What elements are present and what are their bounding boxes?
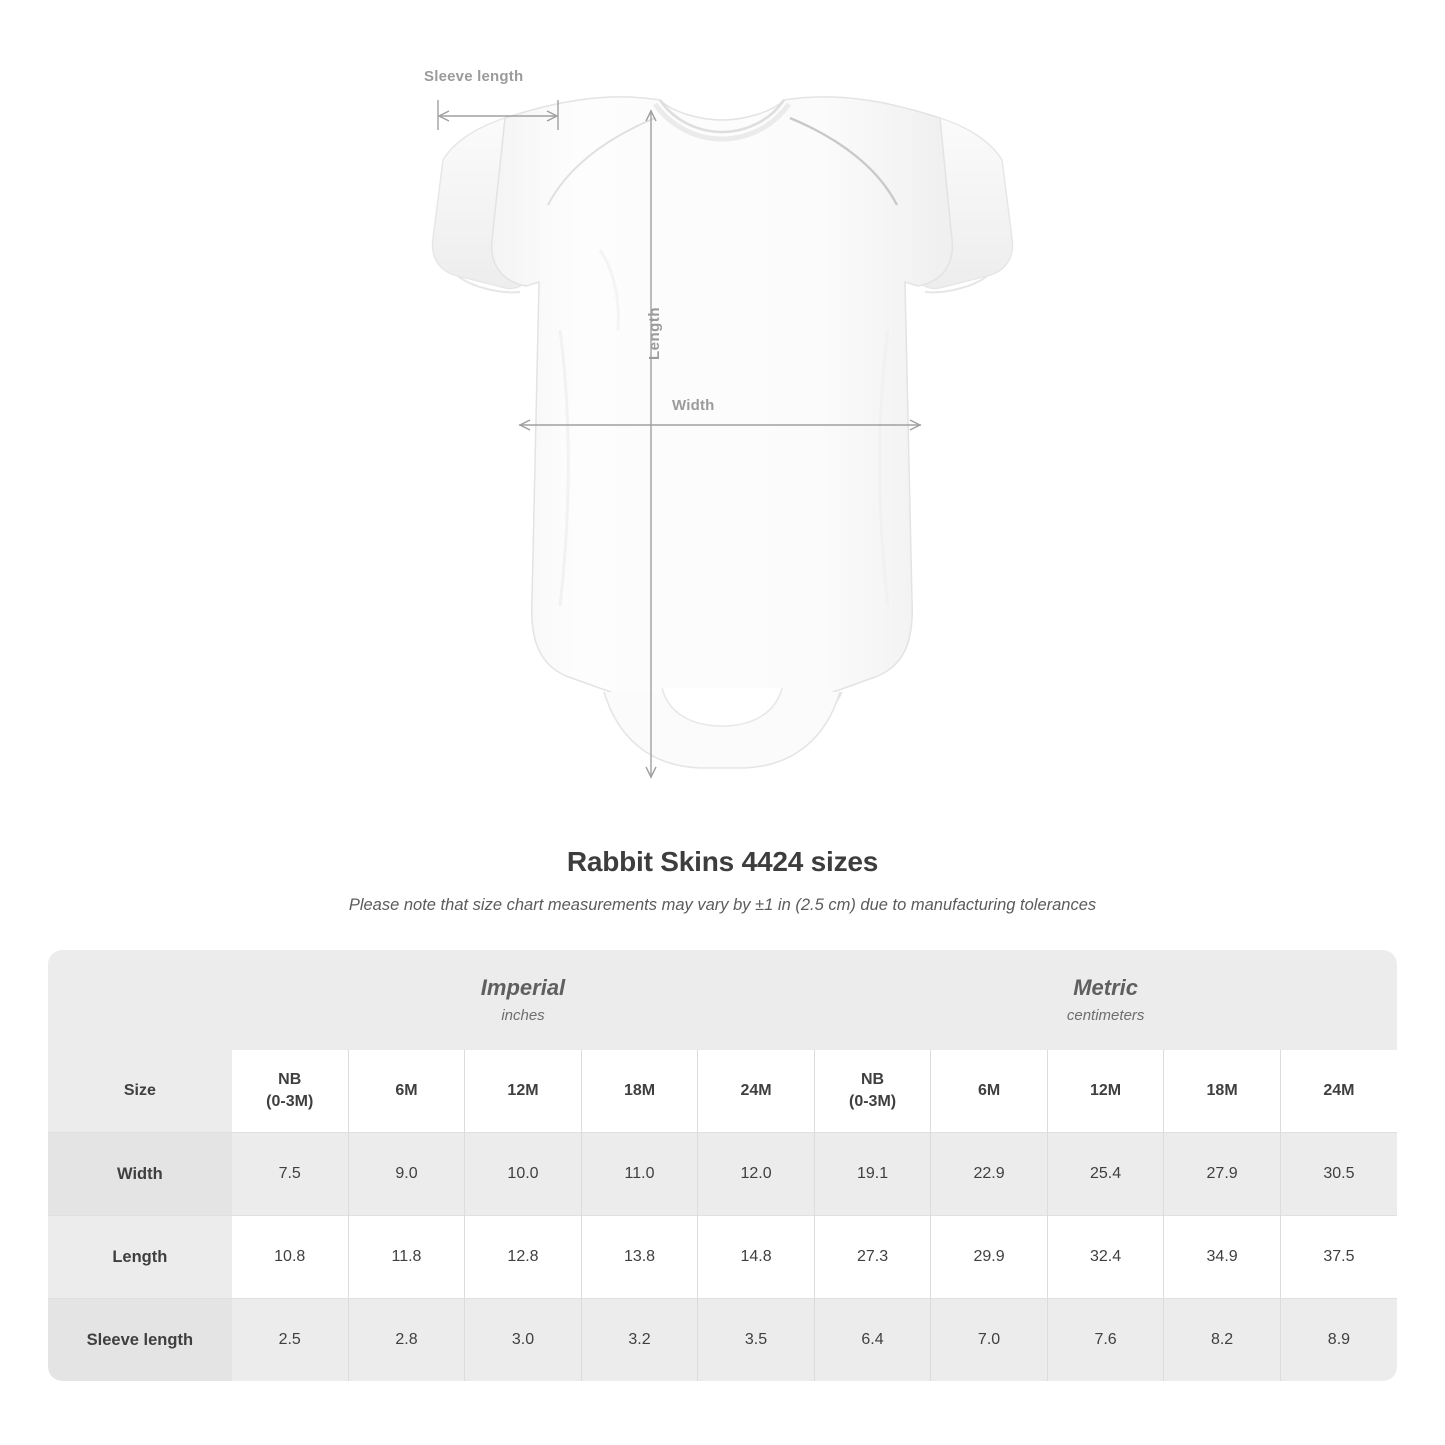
table-row [48, 1216, 1397, 1299]
cell-sleeve-24m-in: 3.5 [698, 1299, 815, 1382]
width-label: Width [672, 397, 715, 414]
unit-sub-imperial: inches [501, 1007, 545, 1025]
cell-length-nb-in: 10.8 [232, 1216, 349, 1299]
row-label-length: Length [48, 1216, 232, 1299]
unit-sub-metric: centimeters [1066, 1007, 1145, 1025]
cell-sleeve-nb-in: 2.5 [232, 1299, 349, 1382]
cell-sleeve-12m-in: 3.0 [465, 1299, 582, 1382]
cell-width-12m-in: 10.0 [465, 1133, 582, 1216]
size-header-nb-metric: NB (0-3M) [814, 1050, 931, 1133]
row-label-sleeve-length: Sleeve length [48, 1299, 232, 1382]
page-title: Rabbit Skins 4424 sizes [566, 846, 879, 877]
row-label-width: Width [48, 1133, 232, 1216]
length-label: Length [646, 307, 663, 360]
cell-width-12m-cm: 25.4 [1047, 1133, 1164, 1216]
cell-width-24m-cm: 30.5 [1280, 1133, 1397, 1216]
cell-sleeve-18m-in: 3.2 [581, 1299, 698, 1382]
cell-width-nb-cm: 19.1 [814, 1133, 931, 1216]
size-header-18m-imperial: 18M [581, 1050, 698, 1133]
unit-header-row [48, 950, 1397, 1050]
cell-sleeve-6m-in: 2.8 [348, 1299, 465, 1382]
size-header-6m-metric: 6M [931, 1050, 1048, 1133]
cell-length-24m-cm: 37.5 [1280, 1216, 1397, 1299]
unit-group-metric [814, 950, 1397, 1050]
size-header-24m-metric: 24M [1280, 1050, 1397, 1133]
cell-width-18m-cm: 27.9 [1164, 1133, 1281, 1216]
table-row [48, 1299, 1397, 1382]
size-header-24m-imperial: 24M [698, 1050, 815, 1133]
size-chart-table [48, 950, 1397, 1381]
cell-width-6m-in: 9.0 [348, 1133, 465, 1216]
cell-length-18m-in: 13.8 [581, 1216, 698, 1299]
size-header-18m-metric: 18M [1164, 1050, 1281, 1133]
cell-sleeve-12m-cm: 7.6 [1047, 1299, 1164, 1382]
unit-group-imperial [232, 950, 815, 1050]
cell-sleeve-6m-cm: 7.0 [931, 1299, 1048, 1382]
cell-length-6m-in: 11.8 [348, 1216, 465, 1299]
cell-width-18m-in: 11.0 [581, 1133, 698, 1216]
cell-sleeve-24m-cm: 8.9 [1280, 1299, 1397, 1382]
table-row [48, 1133, 1397, 1216]
cell-length-12m-in: 12.8 [465, 1216, 582, 1299]
cell-length-12m-cm: 32.4 [1047, 1216, 1164, 1299]
unit-name-imperial: Imperial [480, 974, 566, 1000]
size-header-12m-metric: 12M [1047, 1050, 1164, 1133]
cell-sleeve-nb-cm: 6.4 [814, 1299, 931, 1382]
cell-length-6m-cm: 29.9 [931, 1216, 1048, 1299]
size-header-label: Size [48, 1050, 232, 1133]
size-header-nb-imperial: NB (0-3M) [232, 1050, 349, 1133]
cell-length-nb-cm: 27.3 [814, 1216, 931, 1299]
unit-name-metric: Metric [1073, 974, 1139, 1000]
measurement-note: Please note that size chart measurements may vary by ±1 in (2.5 cm) due to manufacturing tolerances [348, 896, 1097, 914]
cell-length-24m-in: 14.8 [698, 1216, 815, 1299]
cell-width-24m-in: 12.0 [698, 1133, 815, 1216]
title-block [0, 846, 1445, 915]
cell-width-6m-cm: 22.9 [931, 1133, 1048, 1216]
sleeve-length-label: Sleeve length [424, 68, 524, 85]
table-corner-cell [48, 950, 232, 1050]
cell-width-nb-in: 7.5 [232, 1133, 349, 1216]
size-header-6m-imperial: 6M [348, 1050, 465, 1133]
size-header-12m-imperial: 12M [465, 1050, 582, 1133]
cell-length-18m-cm: 34.9 [1164, 1216, 1281, 1299]
size-header-row [48, 1050, 1397, 1133]
cell-sleeve-18m-cm: 8.2 [1164, 1299, 1281, 1382]
